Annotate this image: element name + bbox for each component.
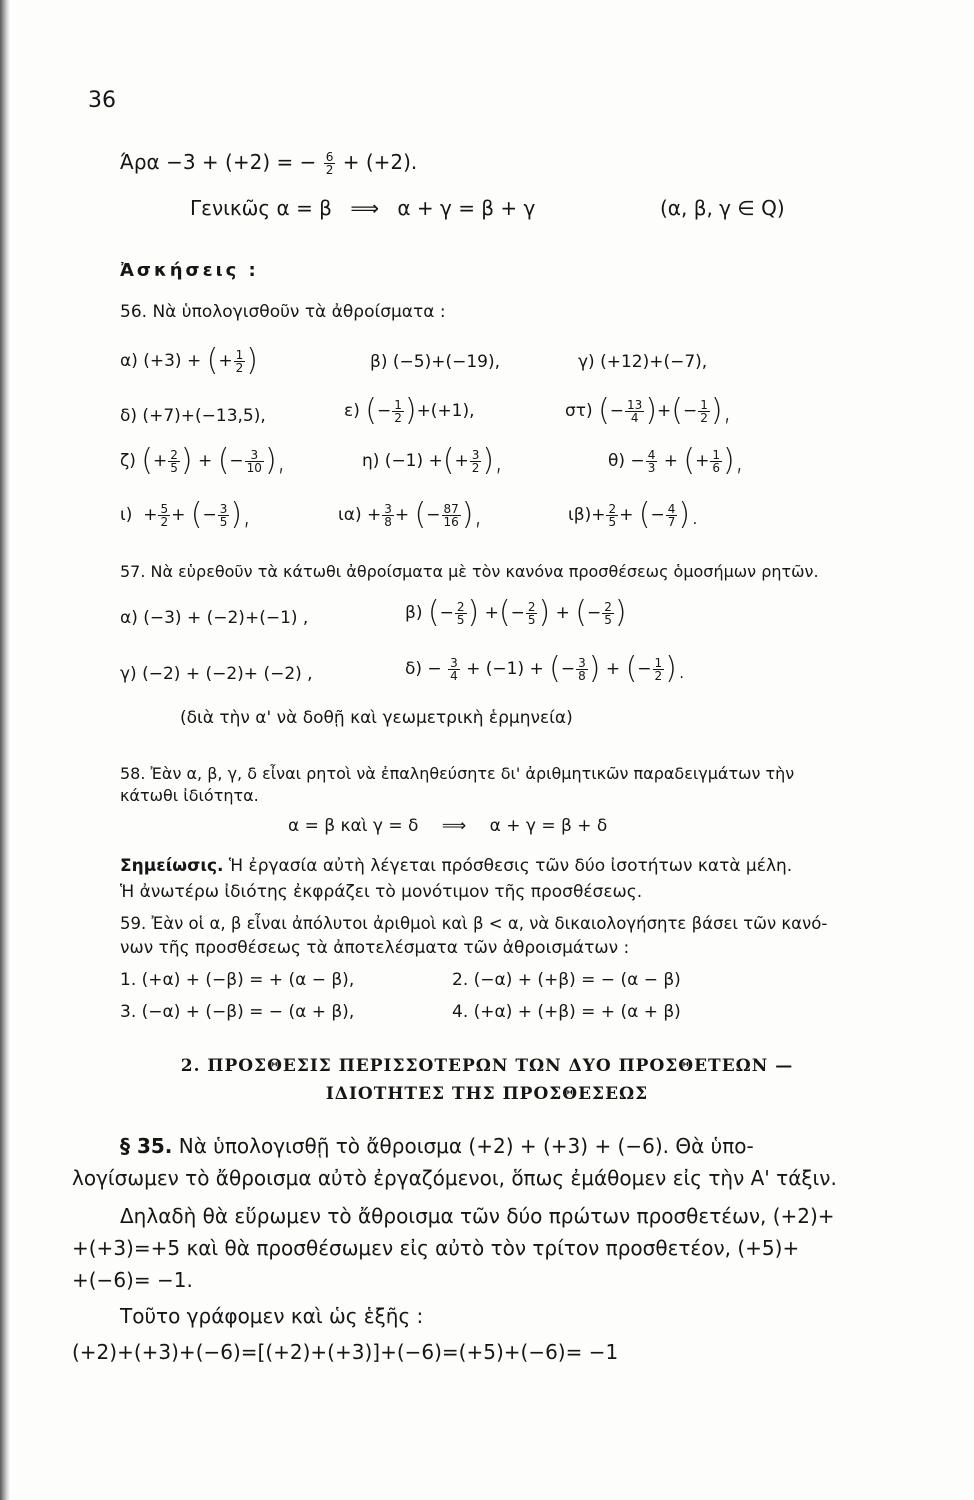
section-heading-line-1: 2. ΠΡΟΣΘΕΣΙΣ ΠΕΡΙΣΣΟΤΕΡΩΝ ΤΩΝ ΔΥΟ ΠΡΟΣΘΕΤΕΩΝ — bbox=[180, 1056, 794, 1076]
ex58-formula: α = β καὶ γ = δ ⟹ α + γ = β + δ bbox=[288, 816, 608, 836]
ex56-beta: β) (−5)+(−19), bbox=[370, 352, 500, 372]
par35-line-7: (+2)+(+3)+(−6)=[(+2)+(+3)]+(−6)=(+5)+(−6)= −1 bbox=[72, 1340, 619, 1364]
ex57-c: γ) (−2) + (−2)+ (−2) , bbox=[120, 664, 313, 684]
ex56-zeta: ζ) (+ $\frac{2}{5}$ ) + (− $\frac{3}{10}$ ), bbox=[120, 443, 287, 478]
par35-line-1: § 35. Νὰ ὑπολογισθῇ τὸ ἄθροισμα (+2) + (+3) + (−6). Θὰ ὑπο- bbox=[120, 1134, 754, 1158]
implies-arrow: ⟹ bbox=[350, 196, 379, 220]
ex57-title: 57. Νὰ εὑρεθοῦν τὰ κάτωθι ἀθροίσματα μὲ τὸν κανόνα προσθέσεως ὁμοσήμων ρητῶν. bbox=[120, 562, 819, 581]
ex56-eta: η) (−1) +(+ $\frac{3}{2}$ ), bbox=[362, 443, 504, 478]
ex59-rule-2: 2. (−α) + (+β) = − (α − β) bbox=[452, 970, 681, 990]
section-heading-line-2: ΙΔΙΟΤΗΤΕΣ ΤΗΣ ΠΡΟΣΘΕΣΕΩΣ bbox=[325, 1084, 649, 1104]
rationals-note: (α, β, γ ∈ Q) bbox=[660, 196, 785, 220]
ex56-epsilon: ε) (− $\frac{1}{2}$ )+(+1), bbox=[344, 393, 475, 428]
ex56-ia: ια) + $\frac{3}{8}$ + (− $\frac{87}{16}$ ), bbox=[338, 497, 484, 532]
ex56-i: ι) + $\frac{5}{2}$ + (− $\frac{3}{5}$ ), bbox=[120, 497, 252, 532]
ex56-ib: ιβ)+ $\frac{2}{5}$ + (− $\frac{4}{7}$ ). bbox=[568, 497, 700, 532]
ex57-d: δ) − $\frac{3}{4}$ + (−1) + (− $\frac{3}{8}$ ) + (− $\frac{1}{2}$ ). bbox=[405, 651, 687, 686]
ex56-gamma: γ) (+12)+(−7), bbox=[578, 352, 708, 372]
ex59-line-1: 59. Ἐὰν οἱ α, β εἶναι ἀπόλυτοι ἀριθμοὶ καὶ β < α, νὰ δικαιολογήσητε βάσει τῶν κανό- bbox=[120, 914, 828, 933]
ex57-note: (διὰ τὴν α' νὰ δοθῇ καὶ γεωμετρικὴ ἑρμηνεία) bbox=[180, 708, 573, 728]
intro-line-2: Γενικῶς α = β ⟹ α + γ = β + γ bbox=[190, 196, 536, 220]
ex56-delta: δ) (+7)+(−13,5), bbox=[120, 406, 266, 426]
par35-line-2: λογίσωμεν τὸ ἄθροισμα αὐτὸ ἐργαζόμενοι, ὅπως ἐμάθομεν εἰς τὴν Α' τάξιν. bbox=[72, 1166, 837, 1190]
par35-line-3: Δηλαδὴ θὰ εὕρωμεν τὸ ἄθροισμα τῶν δύο πρώτων προσθετέων, (+2)+ bbox=[120, 1204, 835, 1228]
paragraph-mark: § 35. bbox=[120, 1134, 173, 1158]
par35-line-6: Τοῦτο γράφομεν καὶ ὡς ἑξῆς : bbox=[120, 1304, 424, 1328]
ex59-rule-1: 1. (+α) + (−β) = + (α − β), bbox=[120, 970, 355, 990]
ex57-b: β) (− $\frac{2}{5}$ ) +(− $\frac{2}{5}$ ) + (− $\frac{2}{5}$ ) bbox=[405, 595, 627, 630]
par35-line-4: +(+3)=+5 καὶ θὰ προσθέσωμεν εἰς αὐτὸ τὸν τρίτον προσθετέον, (+5)+ bbox=[72, 1236, 800, 1260]
ex56-title: 56. Νὰ ὑπολογισθοῦν τὰ ἀθροίσματα : bbox=[120, 302, 446, 322]
page-number: 36 bbox=[88, 88, 116, 113]
intro-line-1: Άρα −3 + (+2) = − $\frac{6}{2}$ + (+2). bbox=[120, 150, 418, 177]
implies-arrow: ⟹ bbox=[441, 816, 467, 836]
ex56-st: στ) (− $\frac{13}{4}$ )+(− $\frac{1}{2}$ ), bbox=[565, 393, 733, 428]
note-line-1: Σημείωσις. Ἡ ἐργασία αὐτὴ λέγεται πρόσθεσις τῶν δύο ἰσοτήτων κατὰ μέλη. bbox=[120, 856, 793, 876]
exercises-title: Ἀσκήσεις : bbox=[120, 260, 259, 281]
ex59-line-2: νων τῆς προσθέσεως τὰ ἀποτελέσματα τῶν ἀθροισμάτων : bbox=[120, 938, 630, 958]
par35-line-5: +(−6)= −1. bbox=[72, 1268, 193, 1292]
ex58-line-1: 58. Ἐὰν α, β, γ, δ εἶναι ρητοὶ νὰ ἐπαληθεύσητε δι' ἀριθμητικῶν παραδειγμάτων τὴν bbox=[120, 764, 795, 783]
note-line-2: Ἡ ἀνωτέρω ἰδιότης ἐκφράζει τὸ μονότιμον τῆς προσθέσεως. bbox=[120, 882, 643, 902]
ex59-rule-4: 4. (+α) + (+β) = + (α + β) bbox=[452, 1002, 681, 1022]
ex59-rule-3: 3. (−α) + (−β) = − (α + β), bbox=[120, 1002, 355, 1022]
ex56-theta: θ) − $\frac{4}{3}$ + (+ $\frac{1}{6}$ ), bbox=[608, 443, 745, 478]
ex58-line-2: κάτωθι ἰδιότητα. bbox=[120, 786, 259, 805]
note-label: Σημείωσις. bbox=[120, 856, 224, 876]
ex57-a: α) (−3) + (−2)+(−1) , bbox=[120, 608, 309, 628]
ex56-row-1: α) (+3) + (+ $\frac{1}{2}$ ) bbox=[120, 343, 258, 378]
page-binding-shadow bbox=[0, 0, 10, 1500]
fraction: $\frac{6}{2}$ bbox=[325, 150, 334, 177]
